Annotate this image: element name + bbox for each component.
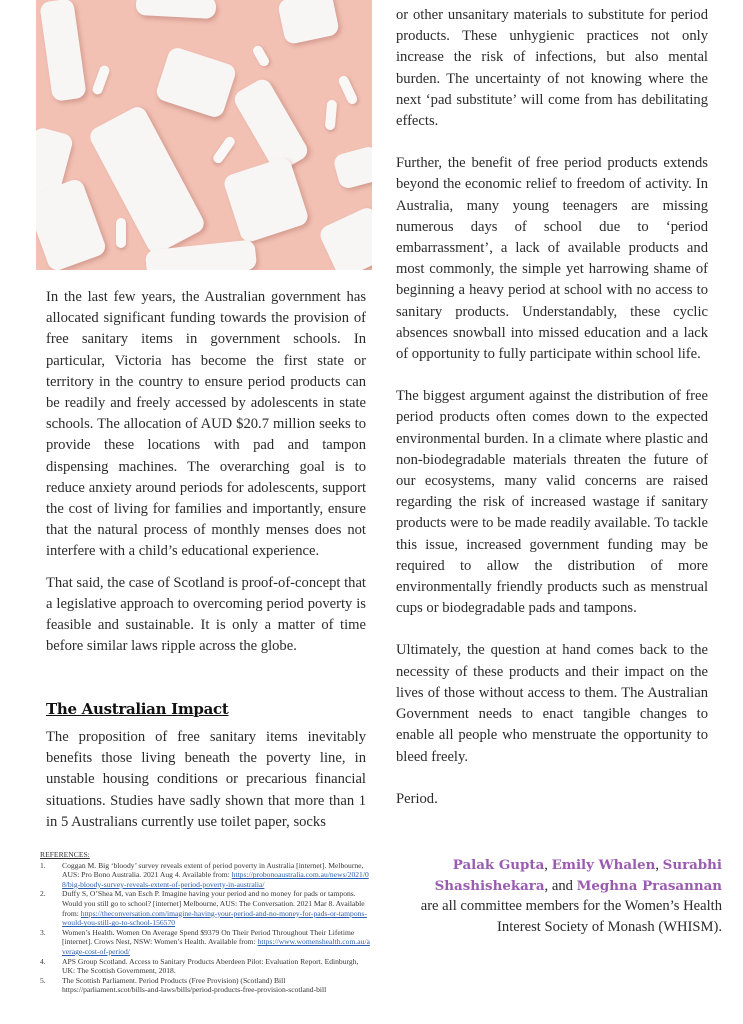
tampon-shape (251, 44, 271, 68)
closing-word: Period. (396, 790, 438, 807)
tampon-shape (116, 218, 126, 248)
pad-shape (154, 46, 238, 120)
right-column (396, 5, 708, 810)
separator: , (655, 857, 663, 873)
pad-shape (87, 104, 207, 257)
tampon-shape (91, 64, 111, 96)
author-credits (410, 855, 722, 937)
reference-item (40, 889, 370, 927)
reference-number: 4. (40, 956, 46, 966)
pad-shape (332, 145, 372, 190)
reference-text: The Scottish Parliament. Period Products (Free Provision) (Scotland) Bill https://parliament.scot/bills-and-laws/bills/period-products-free-provision-scotland-bill (62, 975, 327, 995)
body-paragraph: Ultimately, the question at hand comes back to the necessity of these products and their impact on the lives of those without access to them. The Australian Government needs to enact tangible changes to enable all people who menstruate the opportunity to bleed freely. (396, 642, 708, 765)
body-paragraph: The proposition of free sanitary items inevitably benefits those living beneath the poverty line, in unstable housing conditions or precarious financial situations. Studies have sadly shown that more than 1 in 5 Australians currently use toilet paper, socks (46, 729, 366, 830)
reference-text: Coggan M. Big ‘bloody’ survey reveals extent of period poverty in Australia [internet]. Melbourne, AUS: Pro Bono Australia. 2021 Aug 4. Available from: (62, 860, 364, 880)
author-name: Meghna Prasannan (576, 877, 722, 894)
reference-item (40, 861, 370, 890)
reference-link[interactable]: https://www.womenshealth.com.au/average-cost-of-period/ (62, 937, 370, 956)
section-body (46, 727, 366, 833)
reference-text: Duffy S, O’Shea M, van Esch P. Imagine having your period and no money for pads or tampons. Would you still go to school? [internet] Melbourne, AUS: The Conversation. 2021 Mar 8. Available from: (62, 889, 365, 918)
reference-text: Women’s Health. Women On Average Spend $9379 On Their Period Throughout Their Lifetime [internet]. Crows Nest, NSW: Women’s Health. Available from: (62, 927, 355, 947)
section-heading: The Australian Impact (46, 700, 229, 718)
body-paragraph: Further, the benefit of free period products extends beyond the economic relief to freedom of activity. In Australia, many young teenagers are missing numerous days of school due to ‘period embarrassment’, a lack of available products and most commonly, the simple yet harrowing shame of beginning a heavy period at school with no access to sanitary products. Understandably, these cyclic absences snowball into missed education and a lack of opportunity to fully participate within school life. (396, 155, 708, 363)
separator: , and (544, 877, 577, 894)
pad-shape (222, 156, 310, 244)
body-paragraph: or other unsanitary materials to substitute for period products. These unhygienic practices not only increase the risk of infections, but also mental burden. The uncertainty of not knowing where the next ‘pad substitute’ will come from has debilitating effects. (396, 7, 708, 130)
author-name: Emily Whalen (551, 857, 656, 873)
tampon-shape (211, 135, 236, 165)
reference-link[interactable]: https://theconversation.com/imagine-having-your-period-and-no-money-for-pads-or-tampons-would-you-still-go-to-school-156570 (62, 908, 367, 928)
references-section (40, 850, 370, 995)
reference-text: APS Group Scotland. Access to Sanitary Products Aberdeen Pilot: Evaluation Report. Edinburgh, UK: The Scottish Government, 2018. (62, 956, 359, 976)
left-column (46, 287, 366, 657)
separator: , (544, 857, 552, 873)
tampon-shape (325, 100, 338, 131)
credits-description: are all committee members for the Women’s Health Interest Society of Monash (WHISM). (420, 898, 722, 935)
body-paragraph: That said, the case of Scotland is proof-of-concept that a legislative approach to overcoming period poverty is feasible and sustainable. It is only a matter of time before similar laws ripple across the globe. (46, 574, 366, 655)
author-name: Surabhi Shashishekara (434, 857, 722, 894)
body-paragraph: The biggest argument against the distribution of free period products often comes down to the expected environmental burden. In a climate where plastic and non-biodegradable materials threaten the future of our ecosystems, many valid concerns are raised regarding the risk of increased wastage if sanitary products were to be made readily available. To tackle this issue, increased government funding may be required to allow the distribution of more environmentally friendly products such as menstrual cups or biodegradable pads and tampons. (396, 388, 708, 617)
body-paragraph: In the last few years, the Australian government has allocated significant funding towards the provision of free sanitary items in government schools. In particular, Victoria has become the first state or territory in the country to ensure period products can be readily and freely accessed by adolescents in state schools. The allocation of AUD $20.7 million seeks to provide these locations with pad and tampon dispensing machines. The overarching goal is to reduce anxiety around periods for adolescents, support the cost of living for families and importantly, ensure that the natural process of monthly menses does not interfere with a child’s educational experience. (46, 289, 366, 560)
pad-shape (277, 0, 340, 45)
pad-shape (317, 205, 372, 270)
reference-number: 3. (40, 927, 46, 937)
article-photo (36, 0, 372, 270)
reference-number: 2. (40, 889, 46, 899)
pad-shape (231, 76, 311, 174)
reference-item (40, 928, 370, 957)
references-title: REFERENCES: (40, 850, 90, 859)
reference-item (40, 976, 370, 995)
reference-number: 5. (40, 975, 46, 985)
pad-shape (36, 177, 108, 270)
author-name: Palak Gupta (452, 857, 545, 873)
pad-shape (39, 0, 87, 102)
tampon-shape (337, 74, 359, 105)
pad-shape (135, 0, 216, 19)
reference-link[interactable]: https://probonoaustralia.com.au/news/2021/08/big-bloody-survey-reveals-extent-of-period-poverty-in-australia/ (62, 870, 369, 889)
reference-item (40, 957, 370, 976)
reference-number: 1. (40, 860, 46, 870)
